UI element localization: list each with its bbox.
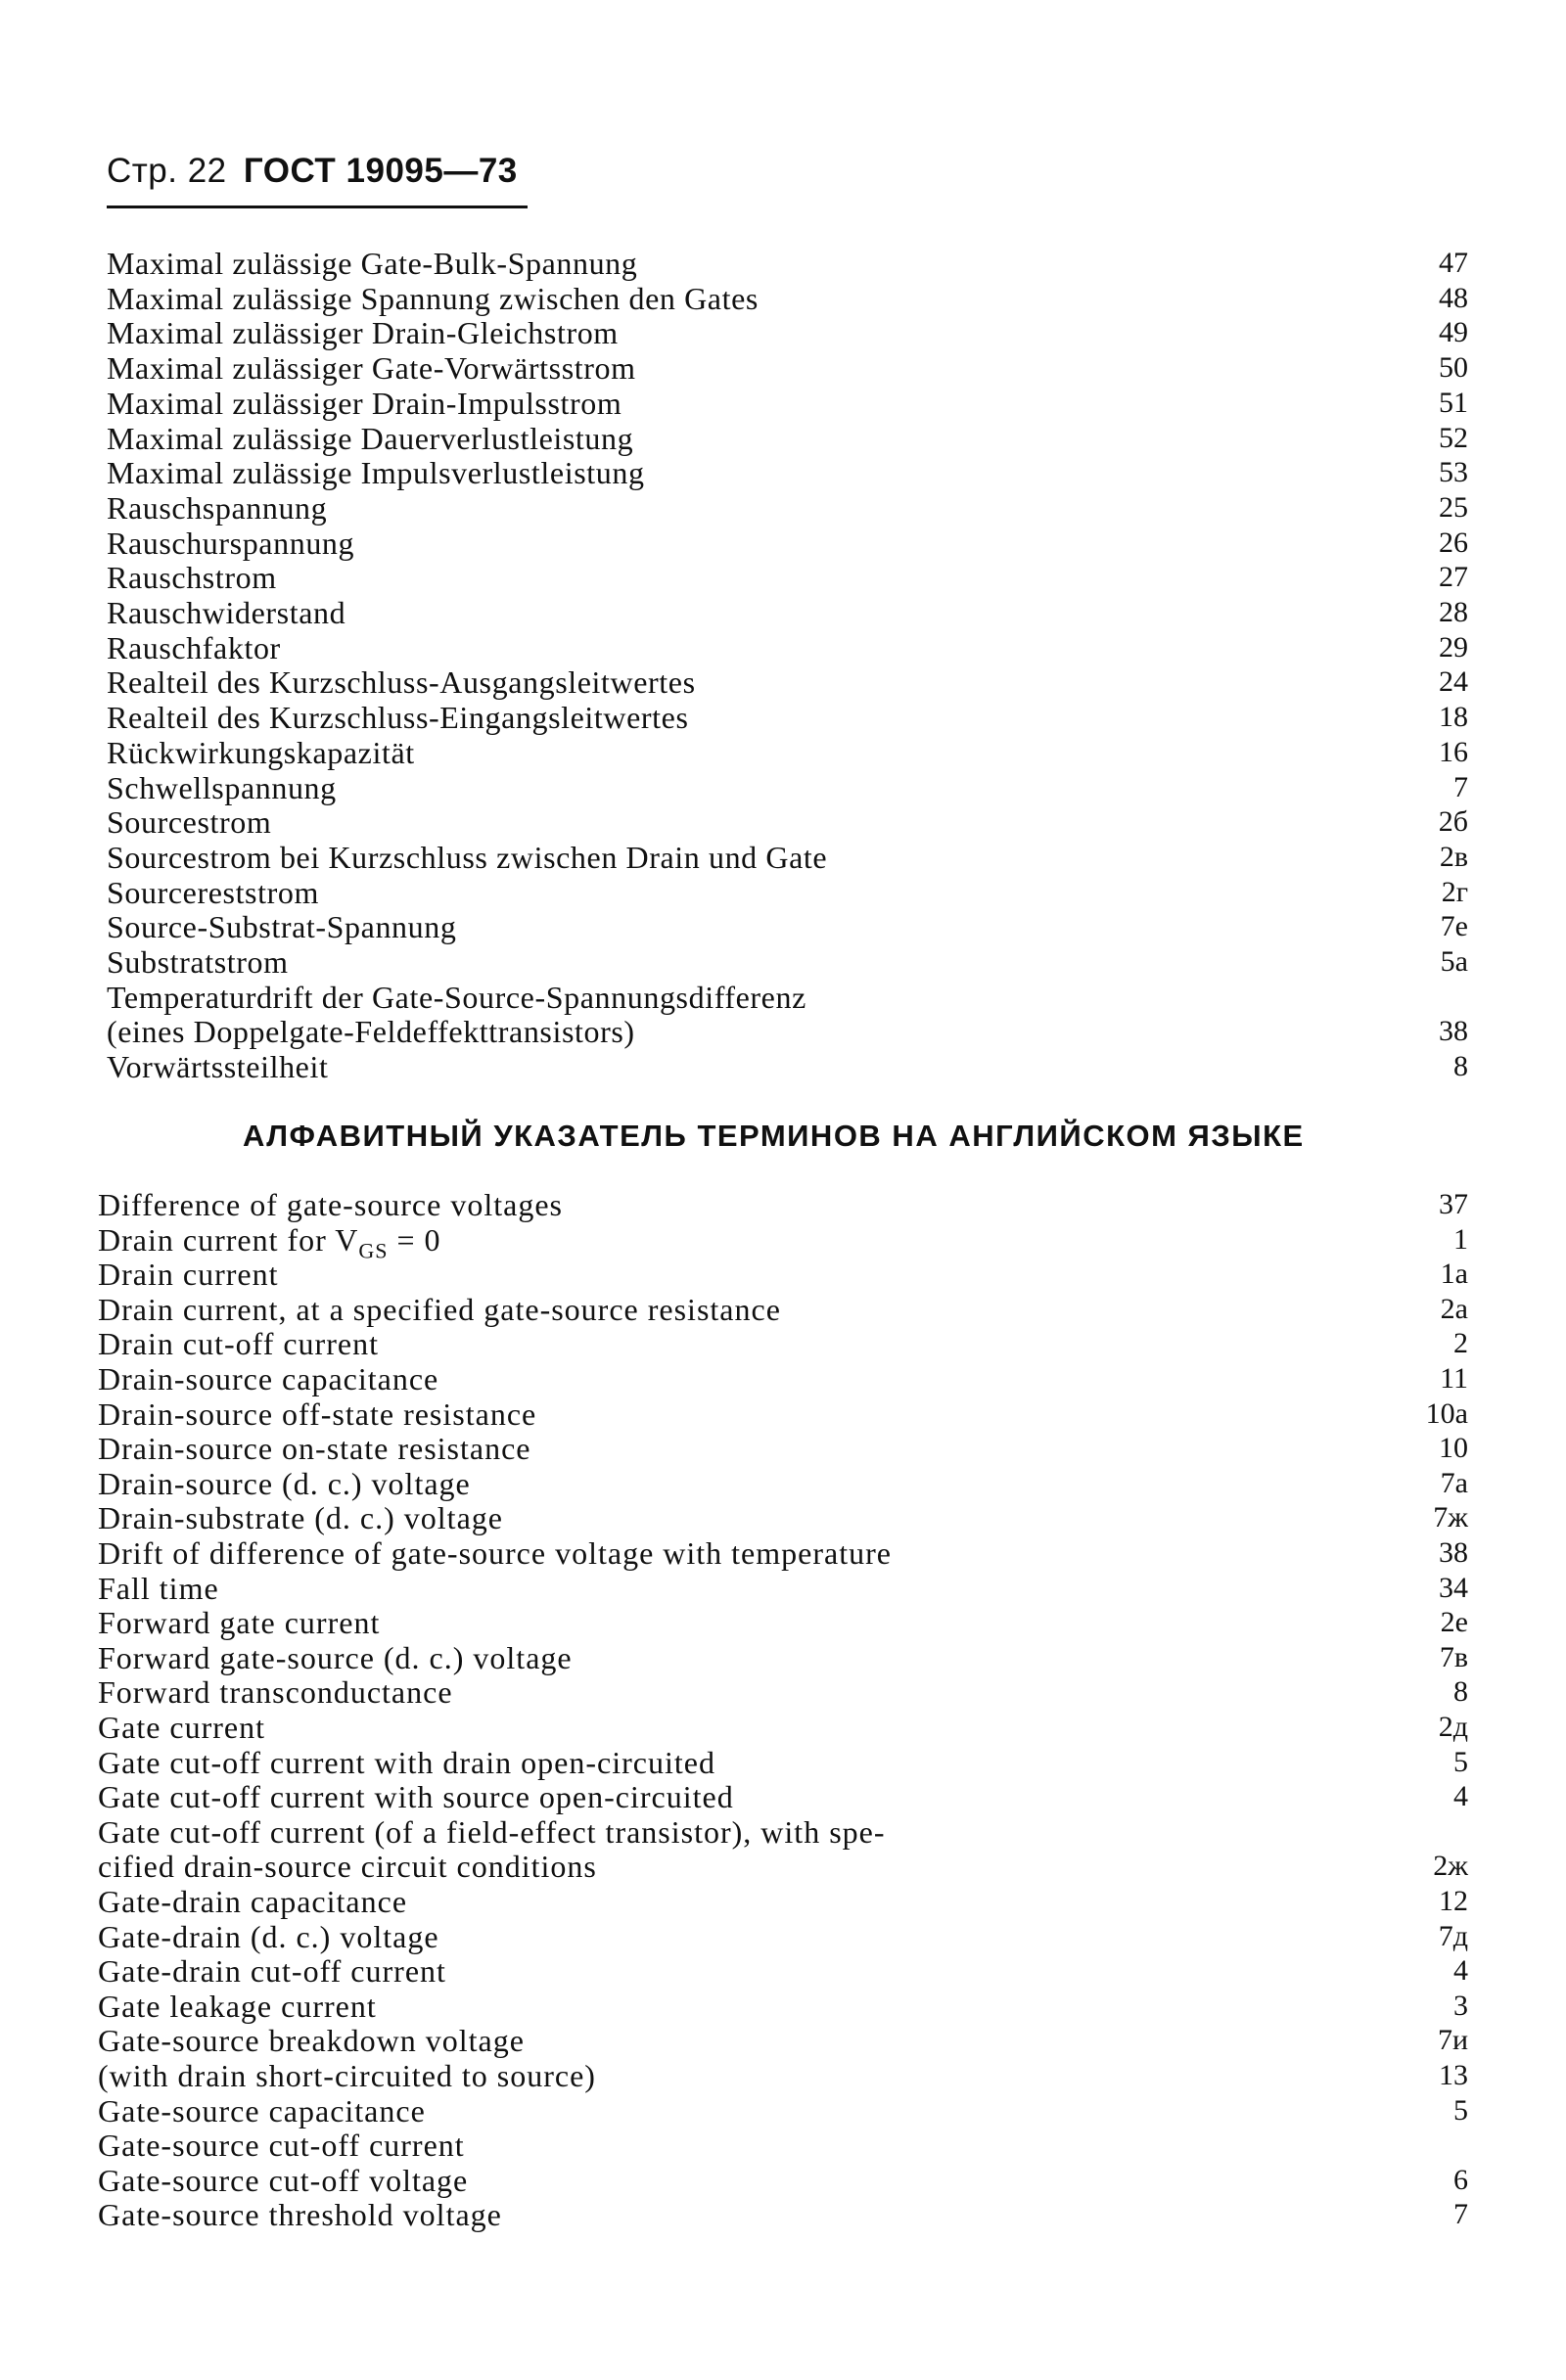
index-term-number: 4 (1453, 1954, 1468, 1988)
index-term-number: 27 (1439, 561, 1468, 594)
index-term: Sourcestrom bei Kurzschluss zwischen Drain und Gate (107, 839, 828, 875)
index-term: Gate cut-off current with source open-circuited (98, 1779, 734, 1815)
index-term-number: 4 (1453, 1780, 1468, 1813)
index-term: Fall time (98, 1570, 219, 1606)
index-term-number: 1 (1453, 1222, 1468, 1256)
index-entry (0, 1571, 1566, 1606)
index-term: Gate-source cut-off voltage (98, 2162, 469, 2198)
index-term: Gate-drain (d. c.) voltage (98, 1918, 439, 1954)
index-term-number: 7в (1439, 1640, 1468, 1673)
english-index-title: АЛФАВИТНЫЙ УКАЗАТЕЛЬ ТЕРМИНОВ НА АНГЛИЙСКОМ ЯЗЫКЕ (243, 1119, 1305, 1153)
index-term-number: 7 (1453, 770, 1468, 803)
index-term: Maximal zulässige Impulsverlustleistung (107, 455, 645, 491)
index-term: Rauschstrom (107, 560, 277, 596)
index-entry (0, 1779, 1566, 1814)
index-term: Maximal zulässige Gate-Bulk-Spannung (107, 246, 638, 281)
index-term: Gate leakage current (98, 1988, 377, 2024)
index-term-number: 24 (1439, 665, 1468, 699)
index-term-number: 47 (1439, 247, 1468, 279)
index-term-number: 5а (1440, 945, 1468, 978)
index-entry (0, 455, 1566, 490)
index-entry (0, 1431, 1566, 1466)
index-term-number: 2г (1441, 875, 1468, 908)
index-term: Drain-source off-state resistance (98, 1396, 537, 1432)
index-term-number: 38 (1439, 1015, 1468, 1048)
index-term: Maximal zulässiger Drain-Gleichstrom (107, 315, 619, 351)
index-entry (0, 770, 1566, 805)
index-term-number: 1а (1440, 1258, 1468, 1291)
index-entry (0, 281, 1566, 316)
index-entry (0, 944, 1566, 980)
index-term: Source-Substrat-Spannung (107, 909, 457, 945)
index-entry (0, 1466, 1566, 1501)
index-term-number: 16 (1439, 735, 1468, 768)
index-term: Maximal zulässiger Drain-Impulsstrom (107, 385, 622, 421)
index-term-number: 49 (1439, 316, 1468, 349)
index-entry (0, 700, 1566, 735)
index-entry (0, 1884, 1566, 1919)
index-entry (0, 1535, 1566, 1571)
index-term: Realteil des Kurzschluss-Eingangsleitwertes (107, 700, 689, 736)
index-term: Temperaturdrift der Gate-Source-Spannungsdifferenz (107, 979, 806, 1015)
index-term: Drift of difference of gate-source voltage with temperature (98, 1535, 892, 1571)
index-entry (0, 246, 1566, 281)
index-entry (0, 595, 1566, 630)
index-entry (0, 980, 1566, 1015)
index-entry (0, 2058, 1566, 2093)
index-entry (0, 560, 1566, 595)
index-entry (0, 1014, 1566, 1049)
index-term: Drain-source (d. c.) voltage (98, 1465, 471, 1501)
index-term-number: 51 (1439, 386, 1468, 419)
index-entry (0, 1710, 1566, 1745)
index-entry (0, 1292, 1566, 1327)
index-term: Gate current (98, 1710, 266, 1745)
index-entry (0, 350, 1566, 386)
index-term-number: 2е (1440, 1606, 1468, 1639)
index-term-number: 8 (1453, 1675, 1468, 1709)
index-entry (0, 1257, 1566, 1292)
index-term-number: 7а (1440, 1466, 1468, 1499)
index-term-number: 25 (1439, 490, 1468, 524)
index-term: Difference of gate-source voltages (98, 1187, 563, 1222)
index-entry (0, 875, 1566, 910)
page-header (107, 152, 518, 191)
index-term-number: 6 (1453, 2163, 1468, 2196)
index-term-number: 53 (1439, 456, 1468, 489)
index-term: Rauschspannung (107, 489, 328, 526)
index-term: Vorwärtssteilheit (107, 1049, 329, 1085)
index-entry (0, 2093, 1566, 2128)
index-term-number: 12 (1439, 1885, 1468, 1917)
index-term: Gate-drain cut-off current (98, 1953, 446, 1990)
index-entry (0, 840, 1566, 875)
index-term-number: 11 (1440, 1362, 1468, 1395)
index-term-number: 10а (1425, 1396, 1468, 1430)
index-term: Rückwirkungskapazität (107, 734, 415, 770)
index-term-number: 7 (1453, 2198, 1468, 2231)
index-term: Gate-source breakdown voltage (98, 2023, 525, 2059)
index-term: (eines Doppelgate-Feldeffekttransistors) (107, 1014, 635, 1050)
index-term: Gate-drain capacitance (98, 1884, 408, 1919)
standard-number: ГОСТ 19095—73 (243, 152, 518, 190)
index-term-number: 2ж (1433, 1850, 1468, 1883)
index-term: Gate-source threshold voltage (98, 2197, 502, 2233)
index-term-number: 8 (1453, 1050, 1468, 1083)
index-term: Gate-source capacitance (98, 2092, 426, 2128)
page-number: Стр. 22 (107, 152, 227, 190)
index-entry (0, 526, 1566, 561)
index-term-number: 18 (1439, 701, 1468, 734)
index-entry (0, 2023, 1566, 2058)
index-entry (0, 1953, 1566, 1989)
index-term-number: 26 (1439, 526, 1468, 559)
index-entry (0, 630, 1566, 665)
index-term: Sourcereststrom (107, 874, 319, 910)
index-term: Maximal zulässige Spannung zwischen den Gates (107, 280, 759, 316)
index-term-number: 7ж (1433, 1501, 1468, 1534)
index-term: Drain current for $V_{GS} = 0$ (98, 1221, 441, 1262)
index-term: Maximal zulässiger Gate-Vorwärtsstrom (107, 350, 636, 387)
index-term: Gate cut-off current (of a field-effect transistor), with spe- (98, 1813, 886, 1850)
index-term-number: 38 (1439, 1536, 1468, 1569)
index-entry (0, 804, 1566, 840)
index-entry (0, 664, 1566, 700)
index-term: Rauschurspannung (107, 525, 355, 561)
index-term: Realteil des Kurzschluss-Ausgangsleitwertes (107, 664, 696, 701)
index-term-number: 50 (1439, 351, 1468, 385)
index-term-number: 2а (1440, 1292, 1468, 1325)
index-entry (0, 1640, 1566, 1675)
header-rule (107, 206, 528, 208)
index-term: Rauschwiderstand (107, 595, 346, 630)
index-term: Gate-source cut-off current (98, 2128, 465, 2164)
index-term-number: 28 (1439, 596, 1468, 628)
index-term: Drain-source capacitance (98, 1361, 439, 1396)
index-term-number: 48 (1439, 281, 1468, 314)
index-term-number: 34 (1439, 1571, 1468, 1604)
index-entry (0, 1989, 1566, 2024)
index-term: Sourcestrom (107, 804, 272, 841)
index-term: (with drain short-circuited to source) (98, 2058, 596, 2093)
index-entry (0, 1745, 1566, 1780)
index-entry (0, 386, 1566, 421)
index-term: Forward transconductance (98, 1674, 453, 1711)
index-entry (0, 2128, 1566, 2163)
index-entry (0, 1049, 1566, 1084)
index-term-number: 5 (1453, 1745, 1468, 1778)
index-term-number: 2д (1438, 1711, 1468, 1743)
index-entry (0, 909, 1566, 944)
index-term-number: 3 (1453, 1989, 1468, 2022)
index-entry (0, 1361, 1566, 1396)
index-entry (0, 1919, 1566, 1954)
index-term-number: 10 (1439, 1432, 1468, 1465)
index-entry (0, 1500, 1566, 1535)
index-entry (0, 1221, 1566, 1262)
index-entry (0, 1674, 1566, 1710)
index-term: cified drain-source circuit conditions (98, 1849, 597, 1885)
index-term: Drain current, at a specified gate-source resistance (98, 1291, 781, 1327)
index-entry (0, 1187, 1566, 1222)
index-term: Gate cut-off current with drain open-circuited (98, 1744, 715, 1780)
index-term: Forward gate-source (d. c.) voltage (98, 1639, 573, 1675)
index-term-number: 7и (1437, 2024, 1468, 2057)
index-term: Maximal zulässige Dauerverlustleistung (107, 420, 634, 456)
index-entry (0, 421, 1566, 456)
index-entry (0, 2197, 1566, 2232)
index-entry (0, 1605, 1566, 1640)
index-term-number: 2б (1438, 805, 1468, 839)
index-term: Substratstrom (107, 944, 289, 980)
index-entry (0, 735, 1566, 770)
index-term: Drain cut-off current (98, 1326, 379, 1362)
index-entry (0, 315, 1566, 350)
subscript: GS (358, 1237, 389, 1262)
index-term-number: 7д (1438, 1919, 1468, 1952)
index-term-number: 52 (1439, 421, 1468, 454)
index-entry (0, 1326, 1566, 1361)
index-entry (0, 490, 1566, 526)
index-entry (0, 1396, 1566, 1432)
index-term: Drain-source on-state resistance (98, 1431, 531, 1467)
index-term-number: 13 (1439, 2059, 1468, 2091)
index-term-number: 29 (1439, 630, 1468, 664)
index-term-number: 37 (1439, 1188, 1468, 1220)
index-entry (0, 2163, 1566, 2198)
index-entry (0, 1814, 1566, 1850)
index-term: Drain-substrate (d. c.) voltage (98, 1500, 503, 1536)
index-term: Rauschfaktor (107, 629, 281, 665)
index-term: Forward gate current (98, 1605, 381, 1641)
index-term: Schwellspannung (107, 769, 337, 805)
index-term: Drain current (98, 1257, 279, 1293)
index-entry (0, 1849, 1566, 1884)
index-term-number: 7е (1440, 910, 1468, 943)
index-term-number: 2 (1453, 1327, 1468, 1360)
index-term-number: 2в (1439, 840, 1468, 873)
index-term-number: 5 (1453, 2093, 1468, 2127)
